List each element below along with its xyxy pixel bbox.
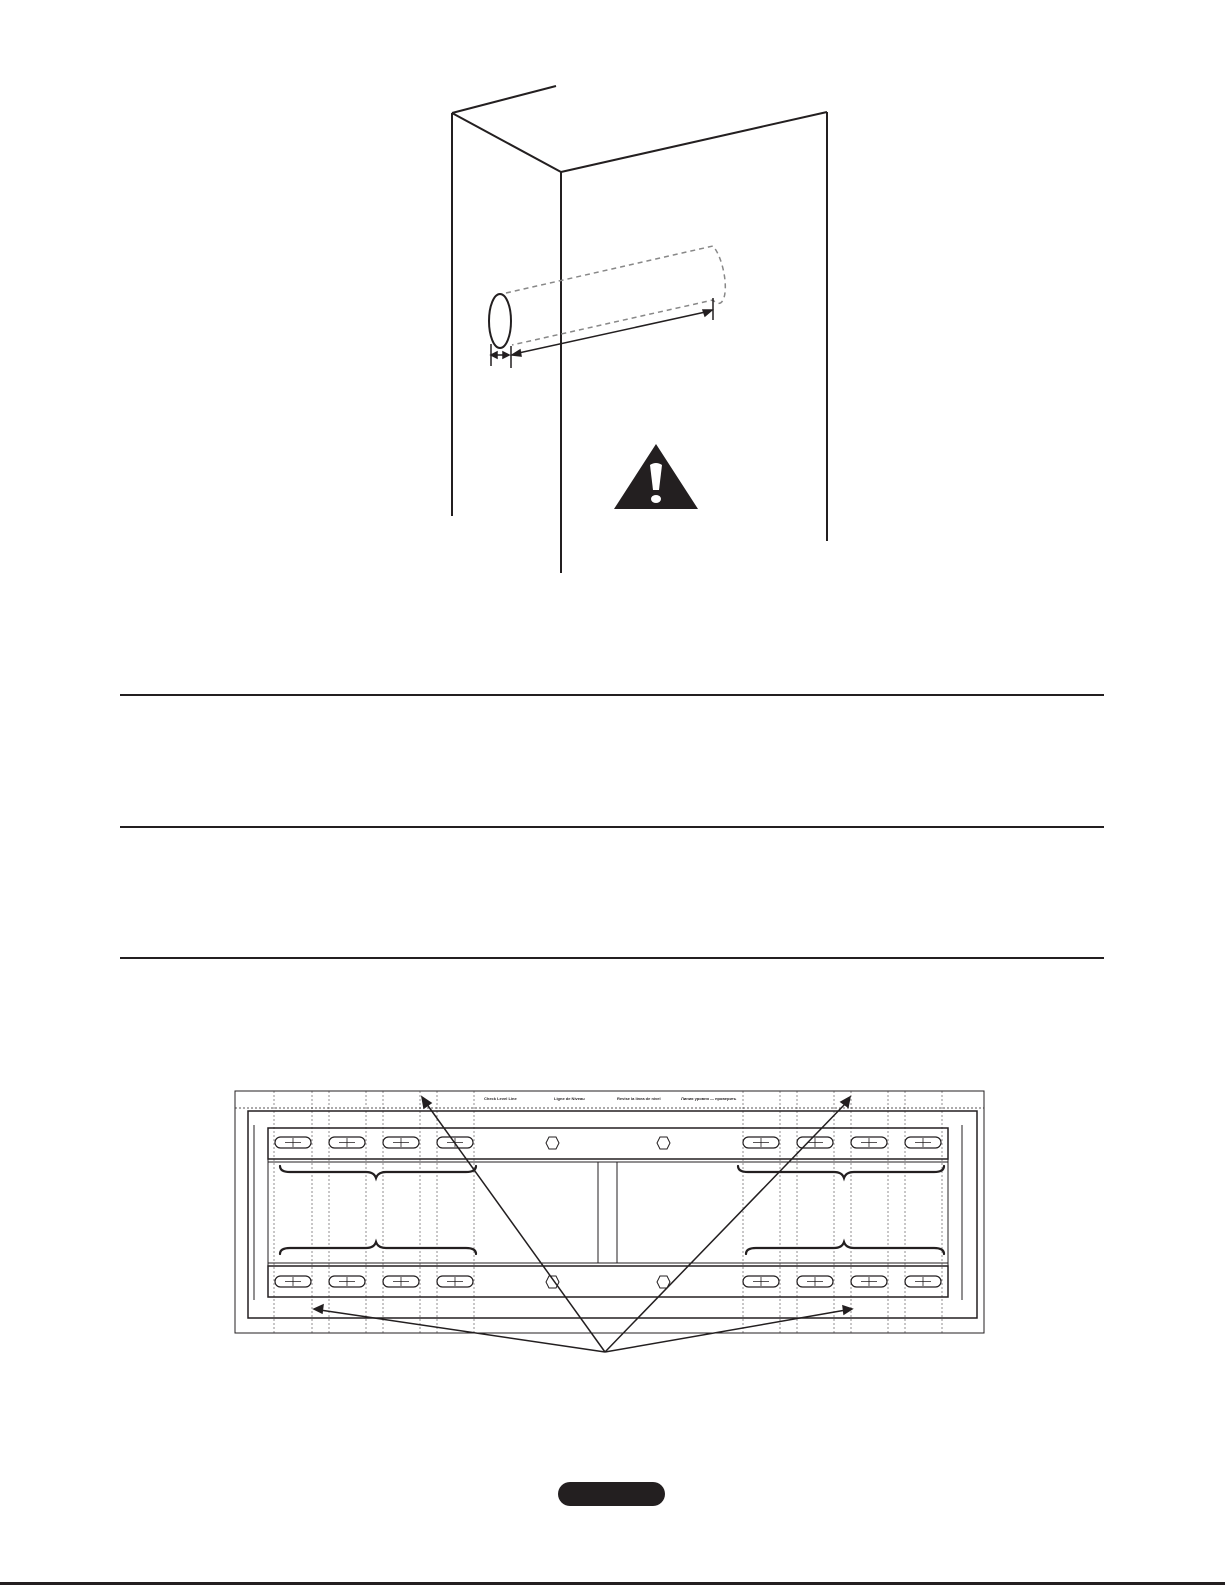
- center-brace: [598, 1162, 617, 1263]
- level-line-label: Ligne de Niveau: [554, 1096, 585, 1101]
- wall-top-right-edge: [561, 112, 827, 172]
- pointer-arrow-icon: [314, 1097, 852, 1352]
- brace-icon: [738, 1166, 944, 1178]
- hex-hole-icon: [546, 1137, 559, 1149]
- page-number-badge: [558, 1482, 665, 1506]
- brace-icon: [746, 1242, 944, 1254]
- level-line-label: Check Level Line: [484, 1096, 517, 1101]
- brace-icon: [280, 1242, 476, 1254]
- section-divider: [120, 694, 1104, 696]
- hidden-pipe-icon: [489, 246, 725, 348]
- hex-hole-icon: [657, 1137, 670, 1149]
- pipe-opening: [489, 294, 511, 348]
- wall-top-left-edge: [452, 86, 556, 113]
- top-rail: [268, 1128, 948, 1159]
- drill-depth-dimension-icon: [491, 298, 713, 368]
- wall-pipe-warning-figure: [440, 78, 840, 578]
- mounting-template-figure: [230, 1080, 990, 1360]
- brace-icon: [280, 1166, 476, 1178]
- section-divider: [120, 957, 1104, 959]
- level-line-label: Линия уровня — проверить: [681, 1096, 737, 1101]
- warning-triangle-icon: [614, 444, 698, 509]
- wall-corner-top-edge: [452, 113, 561, 172]
- bottom-rail: [268, 1266, 948, 1297]
- section-divider: [120, 826, 1104, 828]
- level-line-label: Revise la línea de nivel: [617, 1096, 661, 1101]
